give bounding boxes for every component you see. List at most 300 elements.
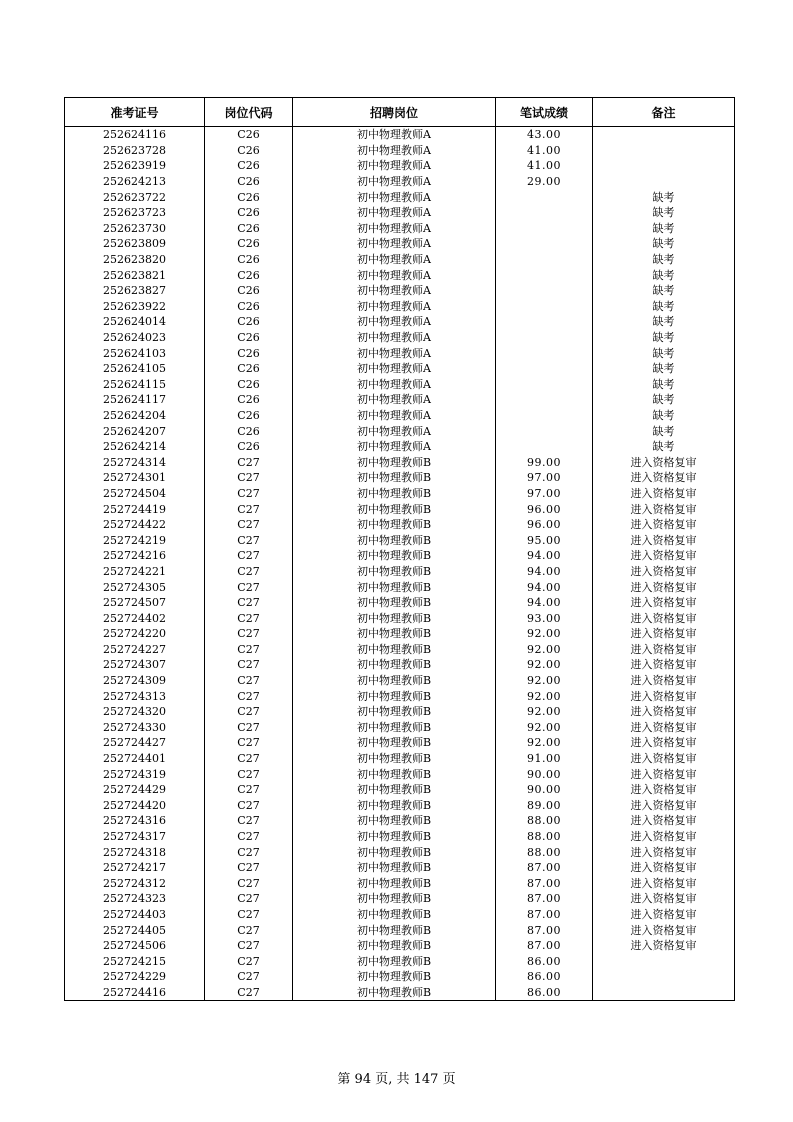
table-row	[65, 532, 735, 548]
remarks-cell: 缺考	[593, 283, 735, 299]
position-name-cell: 初中物理教师B	[293, 501, 496, 517]
remarks-cell: 进入资格复审	[593, 642, 735, 658]
position-code-cell: C26	[205, 221, 293, 237]
table-row	[65, 642, 735, 658]
exam-id-cell: 252724429	[65, 782, 205, 798]
position-code-cell: C26	[205, 205, 293, 221]
exam-id-cell: 252724316	[65, 813, 205, 829]
exam-id-cell: 252724402	[65, 610, 205, 626]
position-code-cell: C27	[205, 969, 293, 985]
written-score-cell: 92.00	[496, 626, 593, 642]
table-row	[65, 361, 735, 377]
position-code-cell: C26	[205, 299, 293, 315]
exam-id-cell: 252624214	[65, 439, 205, 455]
position-name-cell: 初中物理教师B	[293, 626, 496, 642]
table-row	[65, 938, 735, 954]
table-row	[65, 174, 735, 190]
remarks-cell: 缺考	[593, 361, 735, 377]
written-score-cell	[496, 189, 593, 205]
remarks-cell: 缺考	[593, 236, 735, 252]
header-position-code: 岗位代码	[205, 98, 293, 127]
position-name-cell: 初中物理教师A	[293, 361, 496, 377]
remarks-cell: 进入资格复审	[593, 626, 735, 642]
remarks-cell: 进入资格复审	[593, 829, 735, 845]
table-row	[65, 704, 735, 720]
position-code-cell: C27	[205, 626, 293, 642]
position-name-cell: 初中物理教师B	[293, 454, 496, 470]
table-row	[65, 626, 735, 642]
written-score-cell: 86.00	[496, 985, 593, 1001]
remarks-cell: 进入资格复审	[593, 766, 735, 782]
position-name-cell: 初中物理教师B	[293, 907, 496, 923]
position-name-cell: 初中物理教师A	[293, 252, 496, 268]
written-score-cell: 88.00	[496, 844, 593, 860]
written-score-cell	[496, 314, 593, 330]
table-row	[65, 813, 735, 829]
table-row	[65, 236, 735, 252]
written-score-cell: 86.00	[496, 953, 593, 969]
written-score-cell	[496, 267, 593, 283]
written-score-cell: 86.00	[496, 969, 593, 985]
position-name-cell: 初中物理教师A	[293, 174, 496, 190]
position-name-cell: 初中物理教师B	[293, 798, 496, 814]
written-score-cell: 94.00	[496, 579, 593, 595]
remarks-cell: 缺考	[593, 189, 735, 205]
exam-id-cell: 252724419	[65, 501, 205, 517]
position-code-cell: C27	[205, 688, 293, 704]
written-score-cell: 89.00	[496, 798, 593, 814]
remarks-cell: 进入资格复审	[593, 844, 735, 860]
remarks-cell: 进入资格复审	[593, 517, 735, 533]
position-code-cell: C27	[205, 953, 293, 969]
table-row	[65, 735, 735, 751]
position-code-cell: C27	[205, 735, 293, 751]
table-row	[65, 876, 735, 892]
exam-id-cell: 252724403	[65, 907, 205, 923]
exam-id-cell: 252724416	[65, 985, 205, 1001]
remarks-cell: 进入资格复审	[593, 798, 735, 814]
remarks-cell	[593, 174, 735, 190]
position-name-cell: 初中物理教师A	[293, 158, 496, 174]
exam-id-cell: 252724330	[65, 720, 205, 736]
exam-id-cell: 252624023	[65, 330, 205, 346]
position-code-cell: C27	[205, 782, 293, 798]
position-name-cell: 初中物理教师B	[293, 985, 496, 1001]
remarks-cell: 进入资格复审	[593, 751, 735, 767]
written-score-cell	[496, 330, 593, 346]
position-code-cell: C26	[205, 423, 293, 439]
position-name-cell: 初中物理教师B	[293, 657, 496, 673]
position-code-cell: C26	[205, 267, 293, 283]
written-score-cell: 97.00	[496, 470, 593, 486]
page-number: 第 94 页, 共 147 页	[337, 1072, 456, 1087]
position-code-cell: C27	[205, 720, 293, 736]
table-row	[65, 860, 735, 876]
remarks-cell: 进入资格复审	[593, 891, 735, 907]
header-position-name: 招聘岗位	[293, 98, 496, 127]
table-row	[65, 454, 735, 470]
remarks-cell: 进入资格复审	[593, 907, 735, 923]
remarks-cell: 缺考	[593, 299, 735, 315]
remarks-cell: 缺考	[593, 205, 735, 221]
position-name-cell: 初中物理教师B	[293, 688, 496, 704]
position-code-cell: C26	[205, 330, 293, 346]
written-score-cell: 94.00	[496, 564, 593, 580]
position-name-cell: 初中物理教师A	[293, 205, 496, 221]
table-row	[65, 252, 735, 268]
exam-id-cell: 252623722	[65, 189, 205, 205]
exam-id-cell: 252623820	[65, 252, 205, 268]
position-code-cell: C26	[205, 361, 293, 377]
remarks-cell: 缺考	[593, 267, 735, 283]
position-code-cell: C26	[205, 158, 293, 174]
written-score-cell	[496, 205, 593, 221]
table-row	[65, 673, 735, 689]
position-name-cell: 初中物理教师B	[293, 595, 496, 611]
written-score-cell: 96.00	[496, 517, 593, 533]
written-score-cell: 92.00	[496, 704, 593, 720]
position-code-cell: C27	[205, 642, 293, 658]
position-name-cell: 初中物理教师A	[293, 377, 496, 393]
exam-id-cell: 252724305	[65, 579, 205, 595]
table-row	[65, 143, 735, 159]
position-code-cell: C26	[205, 127, 293, 143]
exam-id-cell: 252724313	[65, 688, 205, 704]
written-score-cell: 97.00	[496, 486, 593, 502]
written-score-cell: 90.00	[496, 766, 593, 782]
remarks-cell: 进入资格复审	[593, 470, 735, 486]
table-row	[65, 267, 735, 283]
position-name-cell: 初中物理教师A	[293, 439, 496, 455]
table-header-row	[65, 98, 735, 127]
written-score-cell: 95.00	[496, 532, 593, 548]
written-score-cell: 92.00	[496, 735, 593, 751]
position-code-cell: C26	[205, 143, 293, 159]
exam-id-cell: 252724401	[65, 751, 205, 767]
table-row	[65, 283, 735, 299]
position-name-cell: 初中物理教师B	[293, 720, 496, 736]
position-code-cell: C27	[205, 829, 293, 845]
table-row	[65, 766, 735, 782]
remarks-cell: 进入资格复审	[593, 501, 735, 517]
position-name-cell: 初中物理教师A	[293, 143, 496, 159]
remarks-cell: 缺考	[593, 423, 735, 439]
table-row	[65, 844, 735, 860]
written-score-cell	[496, 408, 593, 424]
table-row	[65, 221, 735, 237]
header-written-score: 笔试成绩	[496, 98, 593, 127]
written-score-cell: 92.00	[496, 688, 593, 704]
exam-id-cell: 252724215	[65, 953, 205, 969]
table-row	[65, 798, 735, 814]
exam-id-cell: 252624115	[65, 377, 205, 393]
written-score-cell	[496, 392, 593, 408]
exam-id-cell: 252724221	[65, 564, 205, 580]
table-row	[65, 486, 735, 502]
remarks-cell: 进入资格复审	[593, 860, 735, 876]
table-row	[65, 829, 735, 845]
written-score-cell: 91.00	[496, 751, 593, 767]
exam-id-cell: 252724219	[65, 532, 205, 548]
written-score-cell: 41.00	[496, 143, 593, 159]
position-code-cell: C26	[205, 377, 293, 393]
position-code-cell: C27	[205, 657, 293, 673]
written-score-cell	[496, 252, 593, 268]
position-code-cell: C27	[205, 470, 293, 486]
written-score-cell: 88.00	[496, 829, 593, 845]
position-code-cell: C26	[205, 408, 293, 424]
exam-id-cell: 252724320	[65, 704, 205, 720]
position-code-cell: C27	[205, 860, 293, 876]
position-name-cell: 初中物理教师B	[293, 673, 496, 689]
table-row	[65, 610, 735, 626]
remarks-cell: 进入资格复审	[593, 579, 735, 595]
remarks-cell: 进入资格复审	[593, 720, 735, 736]
position-name-cell: 初中物理教师B	[293, 844, 496, 860]
remarks-cell: 缺考	[593, 439, 735, 455]
written-score-cell	[496, 423, 593, 439]
exam-id-cell: 252724323	[65, 891, 205, 907]
position-name-cell: 初中物理教师A	[293, 392, 496, 408]
exam-id-cell: 252624116	[65, 127, 205, 143]
position-name-cell: 初中物理教师B	[293, 642, 496, 658]
written-score-cell	[496, 361, 593, 377]
exam-id-cell: 252724422	[65, 517, 205, 533]
position-code-cell: C27	[205, 454, 293, 470]
remarks-cell: 进入资格复审	[593, 595, 735, 611]
position-name-cell: 初中物理教师B	[293, 517, 496, 533]
position-code-cell: C26	[205, 345, 293, 361]
position-code-cell: C27	[205, 813, 293, 829]
position-code-cell: C26	[205, 189, 293, 205]
position-code-cell: C27	[205, 579, 293, 595]
exam-id-cell: 252724229	[65, 969, 205, 985]
exam-id-cell: 252623922	[65, 299, 205, 315]
table-row	[65, 345, 735, 361]
exam-id-cell: 252724216	[65, 548, 205, 564]
remarks-cell: 进入资格复审	[593, 610, 735, 626]
position-name-cell: 初中物理教师B	[293, 969, 496, 985]
written-score-cell: 94.00	[496, 548, 593, 564]
position-name-cell: 初中物理教师B	[293, 860, 496, 876]
remarks-cell: 进入资格复审	[593, 548, 735, 564]
position-code-cell: C27	[205, 798, 293, 814]
position-name-cell: 初中物理教师A	[293, 236, 496, 252]
table-row	[65, 299, 735, 315]
position-name-cell: 初中物理教师B	[293, 829, 496, 845]
exam-id-cell: 252624103	[65, 345, 205, 361]
exam-id-cell: 252724220	[65, 626, 205, 642]
table-row	[65, 922, 735, 938]
exam-id-cell: 252624105	[65, 361, 205, 377]
exam-id-cell: 252724318	[65, 844, 205, 860]
table-row	[65, 501, 735, 517]
position-code-cell: C27	[205, 486, 293, 502]
remarks-cell: 进入资格复审	[593, 532, 735, 548]
written-score-cell: 87.00	[496, 876, 593, 892]
table-row	[65, 423, 735, 439]
table-row	[65, 969, 735, 985]
exam-id-cell: 252724309	[65, 673, 205, 689]
table-row	[65, 392, 735, 408]
remarks-cell: 缺考	[593, 377, 735, 393]
position-name-cell: 初中物理教师B	[293, 876, 496, 892]
remarks-cell: 进入资格复审	[593, 813, 735, 829]
exam-id-cell: 252724317	[65, 829, 205, 845]
remarks-cell: 进入资格复审	[593, 938, 735, 954]
exam-id-cell: 252724319	[65, 766, 205, 782]
position-name-cell: 初中物理教师B	[293, 610, 496, 626]
position-name-cell: 初中物理教师A	[293, 283, 496, 299]
exam-id-cell: 252623728	[65, 143, 205, 159]
written-score-cell: 41.00	[496, 158, 593, 174]
remarks-cell: 进入资格复审	[593, 673, 735, 689]
written-score-cell: 87.00	[496, 938, 593, 954]
exam-id-cell: 252624117	[65, 392, 205, 408]
position-name-cell: 初中物理教师B	[293, 922, 496, 938]
table-row	[65, 517, 735, 533]
position-name-cell: 初中物理教师B	[293, 751, 496, 767]
position-code-cell: C26	[205, 283, 293, 299]
exam-id-cell: 252724314	[65, 454, 205, 470]
remarks-cell: 进入资格复审	[593, 704, 735, 720]
position-code-cell: C27	[205, 751, 293, 767]
position-code-cell: C26	[205, 174, 293, 190]
exam-id-cell: 252623827	[65, 283, 205, 299]
exam-id-cell: 252623919	[65, 158, 205, 174]
remarks-cell: 缺考	[593, 221, 735, 237]
exam-id-cell: 252724312	[65, 876, 205, 892]
exam-id-cell: 252724217	[65, 860, 205, 876]
position-code-cell: C27	[205, 548, 293, 564]
table-row	[65, 657, 735, 673]
position-code-cell: C27	[205, 985, 293, 1001]
exam-id-cell: 252623809	[65, 236, 205, 252]
position-code-cell: C27	[205, 564, 293, 580]
position-name-cell: 初中物理教师B	[293, 938, 496, 954]
written-score-cell	[496, 299, 593, 315]
exam-id-cell: 252623730	[65, 221, 205, 237]
written-score-cell	[496, 221, 593, 237]
position-code-cell: C26	[205, 314, 293, 330]
position-name-cell: 初中物理教师B	[293, 891, 496, 907]
position-name-cell: 初中物理教师A	[293, 314, 496, 330]
position-name-cell: 初中物理教师A	[293, 408, 496, 424]
remarks-cell: 缺考	[593, 345, 735, 361]
table-row	[65, 782, 735, 798]
header-exam-id: 准考证号	[65, 98, 205, 127]
position-code-cell: C27	[205, 610, 293, 626]
table-row	[65, 205, 735, 221]
remarks-cell	[593, 158, 735, 174]
remarks-cell: 缺考	[593, 408, 735, 424]
written-score-cell: 87.00	[496, 922, 593, 938]
position-name-cell: 初中物理教师B	[293, 486, 496, 502]
position-code-cell: C27	[205, 891, 293, 907]
position-code-cell: C27	[205, 876, 293, 892]
position-name-cell: 初中物理教师A	[293, 127, 496, 143]
written-score-cell	[496, 439, 593, 455]
table-row	[65, 470, 735, 486]
position-name-cell: 初中物理教师B	[293, 782, 496, 798]
remarks-cell	[593, 985, 735, 1001]
table-row	[65, 907, 735, 923]
position-name-cell: 初中物理教师B	[293, 564, 496, 580]
remarks-cell: 进入资格复审	[593, 735, 735, 751]
written-score-cell: 29.00	[496, 174, 593, 190]
table-row	[65, 158, 735, 174]
position-name-cell: 初中物理教师B	[293, 766, 496, 782]
position-name-cell: 初中物理教师A	[293, 299, 496, 315]
position-name-cell: 初中物理教师B	[293, 548, 496, 564]
position-code-cell: C27	[205, 907, 293, 923]
table-row	[65, 891, 735, 907]
written-score-cell	[496, 283, 593, 299]
table-row	[65, 953, 735, 969]
written-score-cell: 88.00	[496, 813, 593, 829]
position-code-cell: C26	[205, 236, 293, 252]
exam-id-cell: 252724227	[65, 642, 205, 658]
exam-id-cell: 252624213	[65, 174, 205, 190]
position-code-cell: C27	[205, 766, 293, 782]
remarks-cell: 缺考	[593, 330, 735, 346]
exam-id-cell: 252724506	[65, 938, 205, 954]
remarks-cell	[593, 127, 735, 143]
written-score-cell	[496, 236, 593, 252]
remarks-cell: 进入资格复审	[593, 922, 735, 938]
position-name-cell: 初中物理教师B	[293, 735, 496, 751]
table-row	[65, 579, 735, 595]
position-code-cell: C27	[205, 922, 293, 938]
table-row	[65, 595, 735, 611]
exam-id-cell: 252724504	[65, 486, 205, 502]
position-code-cell: C26	[205, 392, 293, 408]
exam-id-cell: 252624207	[65, 423, 205, 439]
table-row	[65, 688, 735, 704]
remarks-cell: 进入资格复审	[593, 688, 735, 704]
position-name-cell: 初中物理教师A	[293, 221, 496, 237]
position-name-cell: 初中物理教师B	[293, 813, 496, 829]
exam-id-cell: 252623723	[65, 205, 205, 221]
written-score-cell: 90.00	[496, 782, 593, 798]
remarks-cell: 进入资格复审	[593, 657, 735, 673]
table-row	[65, 189, 735, 205]
exam-id-cell: 252624204	[65, 408, 205, 424]
position-name-cell: 初中物理教师A	[293, 189, 496, 205]
position-name-cell: 初中物理教师A	[293, 345, 496, 361]
table-row	[65, 408, 735, 424]
written-score-cell: 87.00	[496, 860, 593, 876]
position-name-cell: 初中物理教师B	[293, 704, 496, 720]
results-table	[64, 97, 735, 1001]
remarks-cell: 缺考	[593, 314, 735, 330]
table-row	[65, 377, 735, 393]
position-code-cell: C27	[205, 517, 293, 533]
exam-id-cell: 252724427	[65, 735, 205, 751]
written-score-cell	[496, 377, 593, 393]
remarks-cell: 进入资格复审	[593, 564, 735, 580]
remarks-cell: 进入资格复审	[593, 486, 735, 502]
table-row	[65, 127, 735, 143]
position-code-cell: C27	[205, 844, 293, 860]
position-name-cell: 初中物理教师B	[293, 579, 496, 595]
written-score-cell: 96.00	[496, 501, 593, 517]
position-code-cell: C26	[205, 252, 293, 268]
table-row	[65, 330, 735, 346]
table-row	[65, 314, 735, 330]
exam-id-cell: 252624014	[65, 314, 205, 330]
table-row	[65, 720, 735, 736]
